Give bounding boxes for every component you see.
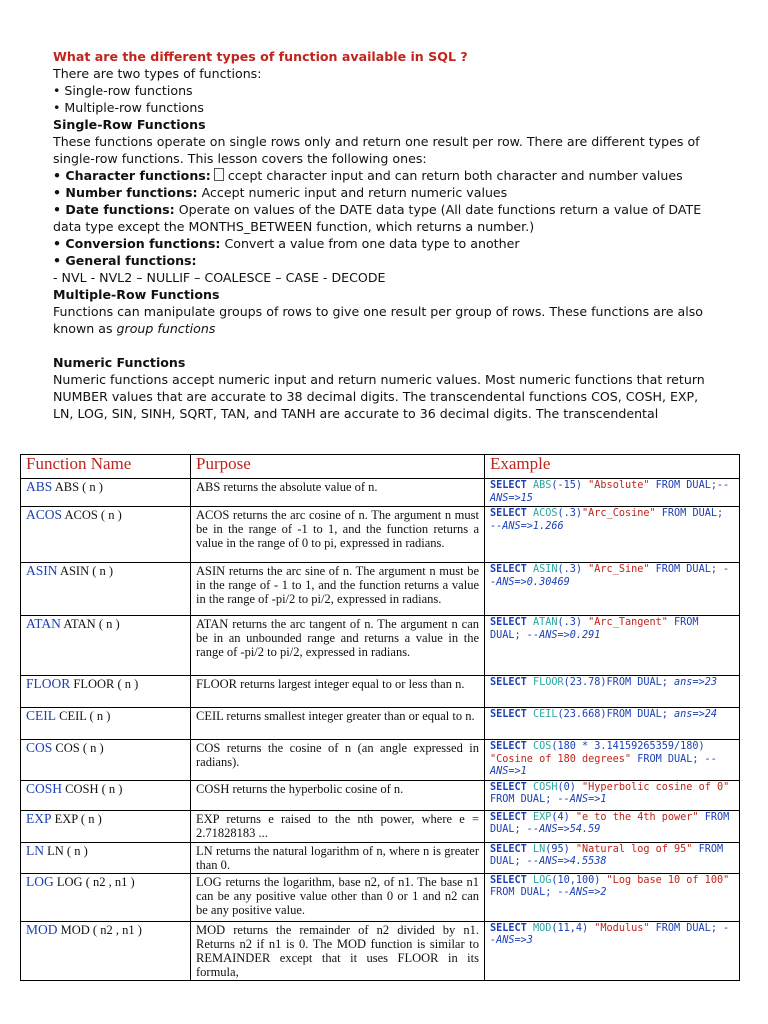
sql-select-keyword: SELECT [490, 874, 533, 886]
sql-answer-comment: --ANS=>0.291 [520, 629, 601, 641]
function-signature: FLOOR ( n ) [73, 677, 139, 691]
example-cell [485, 676, 740, 708]
function-name: EXP [26, 810, 52, 826]
table-row [21, 740, 740, 781]
functions-table [20, 454, 740, 981]
sql-function: CEIL [532, 709, 558, 720]
sql-alias: "Arc_Tangent" [588, 617, 668, 628]
sql-from-clause: FROM DUAL; [655, 508, 724, 519]
sql-alias: "Arc_Cosine" [582, 508, 656, 519]
sql-alias: "Modulus" [594, 922, 650, 934]
date-functions-desc: Operate on values of the DATE data type (All date functions return a value of DATE data type except the MONTHS_BETWEEN function, which returns a number.) [53, 202, 702, 234]
table-row [21, 563, 740, 616]
sql-select-keyword: SELECT [490, 564, 533, 575]
function-signature: MOD ( n2 , n1 ) [60, 922, 142, 937]
sql-answer-comment: --ANS=>1 [490, 753, 717, 777]
table-row [21, 616, 740, 676]
sql-args: (0) [557, 781, 583, 793]
sql-select-keyword: SELECT [490, 617, 533, 628]
sql-from-clause: FROM DUAL; [649, 480, 717, 491]
example-cell [485, 708, 740, 740]
function-name-cell [21, 616, 191, 676]
sql-args: (.3) [557, 508, 583, 519]
sql-alias: "Absolute" [588, 480, 650, 491]
sql-args: (-15) [551, 480, 589, 491]
sql-select-keyword: SELECT [490, 741, 533, 752]
purpose-cell: FLOOR returns largest integer equal to or less than n. [191, 676, 485, 708]
date-functions-item [53, 201, 718, 235]
purpose-cell: ATAN returns the arc tangent of n. The argument n can be in an unbounded range and returns a value in the range of -pi/2 to pi/2, expressed in radians. [191, 616, 485, 676]
purpose-cell: ACOS returns the arc cosine of n. The argument n must be in the range of -1 to 1, and the function returns a value in the range of 0 to pi, expressed in radians. [191, 507, 485, 563]
sql-answer-comment: --ANS=>4.5538 [520, 856, 607, 867]
sql-answer-comment: --ANS=>0.30469 [490, 564, 730, 588]
sql-args: (95) [545, 843, 576, 855]
example-cell [485, 507, 740, 563]
table-row [21, 479, 740, 507]
sql-alias: "Natural log of 95" [575, 843, 693, 855]
conversion-functions-desc: Convert a value from one data type to another [220, 236, 520, 251]
conversion-functions-label: • Conversion functions: [53, 236, 221, 251]
sql-select-keyword: SELECT [490, 480, 533, 491]
functions-table-body [21, 479, 740, 981]
function-signature: LOG ( n2 , n1 ) [56, 874, 135, 889]
sql-function: COS [532, 741, 552, 752]
sql-function: ATAN [532, 617, 558, 628]
sql-args: (4) [551, 811, 576, 823]
sql-from-clause: FROM DUAL; [490, 887, 552, 898]
function-signature: CEIL ( n ) [59, 709, 111, 723]
sql-function: ASIN [532, 564, 558, 575]
example-cell [485, 873, 740, 921]
sql-from-clause: FROM DUAL; [490, 811, 730, 835]
purpose-cell: COSH returns the hyperbolic cosine of n. [191, 780, 485, 810]
header-example: Example [485, 455, 740, 479]
sql-alias: "e to the 4th power" [575, 811, 699, 823]
character-functions-item [53, 167, 718, 184]
sql-function: LOG [532, 874, 552, 886]
function-name: CEIL [26, 708, 56, 723]
table-row [21, 676, 740, 708]
example-cell [485, 740, 740, 781]
sql-select-keyword: SELECT [490, 677, 533, 688]
function-signature: LN ( n ) [47, 843, 88, 858]
example-cell [485, 780, 740, 810]
function-name: LN [26, 842, 44, 858]
function-name: ACOS [26, 507, 63, 522]
function-name: COSH [26, 780, 63, 796]
sql-from-clause: FROM DUAL; [606, 709, 668, 720]
sql-select-keyword: SELECT [490, 709, 533, 720]
function-signature: EXP ( n ) [54, 811, 102, 826]
function-signature: COS ( n ) [55, 741, 104, 755]
sql-args: (180 * 3.14159265359/180) [551, 741, 705, 752]
sql-function: COSH [532, 781, 558, 793]
purpose-cell: LN returns the natural logarithm of n, where n is greater than 0. [191, 842, 485, 873]
group-functions-term: group functions [116, 321, 216, 336]
sql-from-clause: FROM DUAL; [490, 794, 552, 805]
function-name: COS [26, 740, 53, 755]
example-cell [485, 616, 740, 676]
table-row [21, 842, 740, 873]
sql-answer-comment: --ANS=>1.266 [490, 520, 564, 532]
number-functions-label: • Number functions: [53, 185, 198, 200]
sql-select-keyword: SELECT [490, 508, 533, 519]
function-name: ASIN [26, 563, 58, 578]
sql-args: (23.78) [563, 677, 607, 688]
number-functions-desc: Accept numeric input and return numeric values [197, 185, 508, 200]
function-name: ABS [26, 479, 53, 494]
function-name: ATAN [26, 616, 61, 631]
general-functions-label: • General functions: [53, 253, 197, 268]
function-name-cell [21, 873, 191, 921]
example-cell [485, 842, 740, 873]
table-header-row [21, 455, 740, 479]
missing-glyph-icon [214, 168, 224, 181]
sql-args: (11,4) [551, 922, 595, 934]
multiple-row-desc-text: Functions can manipulate groups of rows to give one result per group of rows. These functions are also known as [53, 304, 703, 336]
sql-from-clause: FROM DUAL; [606, 677, 668, 688]
sql-from-clause: FROM DUAL; [631, 753, 699, 765]
multiple-row-description [53, 303, 718, 337]
example-cell [485, 810, 740, 842]
purpose-cell: CEIL returns smallest integer greater than or equal to n. [191, 708, 485, 740]
function-signature: ATAN ( n ) [63, 617, 120, 631]
table-row [21, 921, 740, 980]
table-row [21, 507, 740, 563]
sql-function: FLOOR [532, 677, 564, 688]
sql-select-keyword: SELECT [490, 811, 533, 823]
character-functions-desc: ccept character input and can return both character and number values [227, 168, 683, 183]
single-row-description: These functions operate on single rows only and return one result per row. There are different types of single-row functions. This lesson covers the following ones: [53, 134, 700, 166]
numeric-functions-heading: Numeric Functions [53, 355, 186, 370]
sql-alias: "Cosine of 180 degrees" [490, 753, 632, 765]
sql-from-clause: FROM DUAL; [649, 922, 717, 934]
function-name-cell [21, 708, 191, 740]
sql-args: (.3) [557, 617, 589, 628]
sql-from-clause: FROM DUAL; [490, 617, 699, 641]
table-row [21, 810, 740, 842]
question-heading: What are the different types of function available in SQL ? [53, 49, 468, 64]
function-signature: ABS ( n ) [54, 480, 103, 494]
purpose-cell: EXP returns e raised to the nth power, where e = 2.71828183 ... [191, 810, 485, 842]
sql-args: (10,100) [551, 874, 607, 886]
purpose-cell: COS returns the cosine of n (an angle expressed in radians). [191, 740, 485, 781]
intro-line: There are two types of functions: [53, 66, 262, 81]
function-name-cell [21, 479, 191, 507]
sql-args: (.3) [557, 564, 589, 575]
sql-select-keyword: SELECT [490, 843, 533, 855]
table-row [21, 708, 740, 740]
conversion-functions-item [53, 235, 718, 252]
number-functions-item [53, 184, 718, 201]
sql-alias: "Hyperbolic cosine of 0" [582, 781, 730, 793]
sql-answer-comment: ans=>23 [667, 677, 717, 688]
multiple-row-heading: Multiple-Row Functions [53, 287, 220, 302]
sql-args: (23.668) [557, 709, 607, 720]
example-cell [485, 563, 740, 616]
function-signature: COSH ( n ) [65, 781, 123, 796]
header-function-name: Function Name [21, 455, 191, 479]
function-name-cell [21, 507, 191, 563]
example-cell [485, 921, 740, 980]
purpose-cell: LOG returns the logarithm, base n2, of n1. The base n1 can be any positive value other than 0 or 1 and n2 can be any positive value. [191, 873, 485, 921]
sql-answer-comment: --ANS=>3 [490, 922, 730, 946]
purpose-cell: ASIN returns the arc sine of n. The argument n must be in the range of - 1 to 1, and the function returns a value in the range of -pi/2 to pi/2, expressed in radians. [191, 563, 485, 616]
function-signature: ACOS ( n ) [64, 508, 122, 522]
function-name-cell [21, 921, 191, 980]
sql-answer-comment: --ANS=>1 [551, 794, 607, 805]
sql-answer-comment: --ANS=>15 [490, 480, 730, 504]
sql-answer-comment: ans=>24 [667, 709, 717, 720]
function-name-cell [21, 842, 191, 873]
function-name-cell [21, 810, 191, 842]
sql-answer-comment: --ANS=>2 [551, 887, 607, 898]
sql-alias: "Arc_Sine" [588, 564, 650, 575]
sql-function: ABS [532, 480, 552, 491]
purpose-cell: ABS returns the absolute value of n. [191, 479, 485, 507]
function-name-cell [21, 780, 191, 810]
date-functions-label: • Date functions: [53, 202, 175, 217]
table-row [21, 873, 740, 921]
purpose-cell: MOD returns the remainder of n2 divided by n1. Returns n2 if n1 is 0. The MOD function is similar to REMAINDER except that it uses FLOOR in its formula, [191, 921, 485, 980]
function-name-cell [21, 676, 191, 708]
intro-section [53, 48, 718, 422]
function-name: FLOOR [26, 676, 71, 691]
character-functions-label: • Character functions: [53, 168, 211, 183]
sql-function: MOD [532, 922, 552, 934]
single-row-heading: Single-Row Functions [53, 117, 206, 132]
general-functions-list: - NVL - NVL2 – NULLIF – COALESCE – CASE - DECODE [53, 270, 386, 285]
sql-select-keyword: SELECT [490, 781, 533, 793]
sql-function: ACOS [532, 508, 558, 519]
sql-alias: "Log base 10 of 100" [606, 874, 730, 886]
function-signature: ASIN ( n ) [59, 564, 114, 578]
numeric-functions-description: Numeric functions accept numeric input and return numeric values. Most numeric functions that return NUMBER values that are accurate to 38 decimal digits. The transcendental functions COS, COSH, EXP, LN, LOG, SIN, SINH, SQRT, TAN, and TANH are accurate to 36 decimal digits. The transcendental [53, 372, 705, 421]
bullet-multiple-row: • Multiple-row functions [53, 100, 204, 115]
sql-function: EXP [532, 811, 552, 823]
table-row [21, 780, 740, 810]
example-cell [485, 479, 740, 507]
sql-from-clause: FROM DUAL; [649, 564, 717, 575]
function-name: LOG [26, 873, 54, 889]
header-purpose: Purpose [191, 455, 485, 479]
function-name-cell [21, 740, 191, 781]
function-name-cell [21, 563, 191, 616]
sql-answer-comment: --ANS=>54.59 [520, 824, 601, 835]
bullet-single-row: • Single-row functions [53, 83, 193, 98]
sql-from-clause: FROM DUAL; [490, 843, 724, 867]
function-name: MOD [26, 921, 58, 937]
sql-select-keyword: SELECT [490, 922, 533, 934]
sql-function: LN [532, 843, 546, 855]
